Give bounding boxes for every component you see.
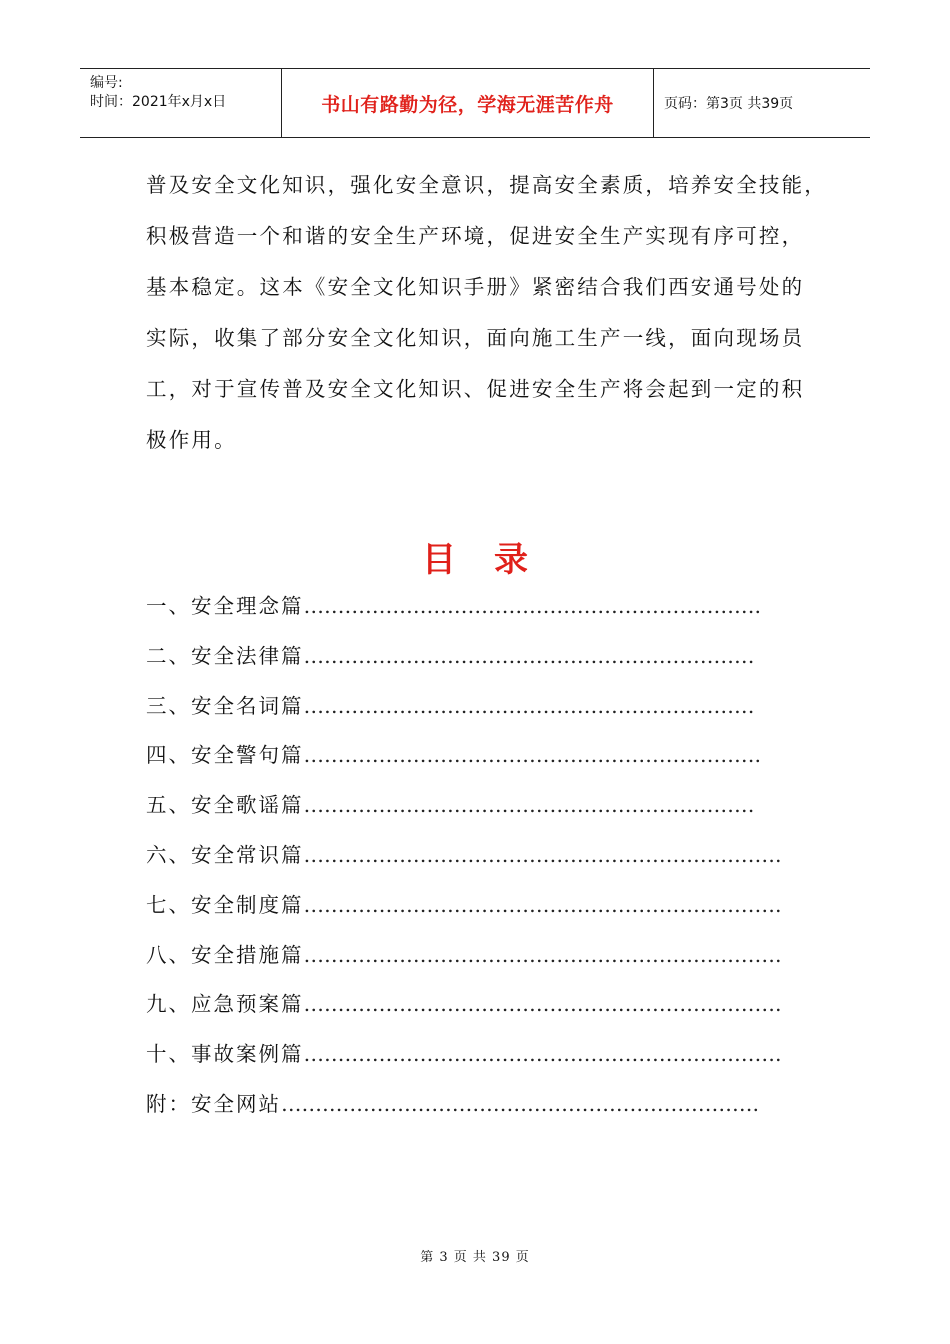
toc-item-label: 七、安全制度篇 (146, 892, 304, 917)
toc-item[interactable] (146, 931, 782, 981)
document-number-label: 编号: (90, 75, 123, 91)
toc-dot-leader: ……………………………………………………………. (303, 892, 782, 917)
toc-dot-leader: ……………………………………………………………. (303, 992, 782, 1017)
toc-item-label: 九、应急预案篇 (146, 992, 304, 1017)
toc-item[interactable] (146, 731, 766, 781)
toc-title: 目录 (422, 540, 566, 580)
toc-dot-leader: ……………………………………………………………. (303, 842, 782, 867)
toc-item[interactable] (146, 1080, 766, 1130)
toc-item[interactable] (146, 831, 782, 881)
toc-dot-leader: ………………………………………………………… (303, 793, 755, 818)
page-footer: 第 3 页 共 39 页 (420, 1250, 530, 1265)
toc-dot-leader: …………………………………………………………. (303, 594, 762, 618)
paragraph-line: 极作用。 (146, 428, 237, 452)
toc-dot-leader: ………………………………………………………… (303, 643, 755, 668)
header-page-cell (654, 69, 870, 137)
paragraph-line: 实际，收集了部分安全文化知识，面向施工生产一线，面向现场员 (146, 326, 805, 350)
paragraph-line: 基本稳定。这本《安全文化知识手册》紧密结合我们西安通号处的 (146, 275, 805, 299)
paragraph-line: 普及安全文化知识，强化安全意识，提高安全素质，培养安全技能， (146, 173, 827, 197)
toc-item[interactable] (146, 881, 782, 931)
toc-item[interactable] (146, 1030, 782, 1080)
toc-item[interactable] (146, 682, 766, 732)
header-meta-cell (80, 69, 282, 137)
toc-item-label: 十、事故案例篇 (146, 1042, 304, 1067)
document-date: 时间：2021年x月x日 (90, 94, 227, 110)
toc-dot-leader: ……………………………………………………………. (303, 942, 782, 967)
header-page-info: 页码：第3页 共39页 (664, 96, 794, 112)
intro-paragraph (146, 160, 826, 466)
paragraph-line: 积极营造一个和谐的安全生产环境，促进安全生产实现有序可控， (146, 224, 805, 248)
toc-dot-leader: …………………………………………………………. (303, 743, 762, 768)
toc-dot-leader: ……………………………………………………………. (303, 1042, 782, 1067)
toc-item-label: 二、安全法律篇 (146, 643, 304, 668)
header-motto-cell (282, 69, 654, 137)
toc-item-label: 三、安全名词篇 (146, 693, 304, 718)
paragraph-line: 工，对于宣传普及安全文化知识、促进安全生产将会起到一定的积 (146, 377, 805, 401)
toc-item[interactable] (146, 781, 766, 831)
toc-item[interactable] (146, 980, 782, 1030)
toc-item-label: 一、安全理念篇 (146, 594, 304, 618)
toc-item-label: 六、安全常识篇 (146, 842, 304, 867)
toc-item-label: 八、安全措施篇 (146, 942, 304, 967)
toc-dot-leader: ………………………………………………………… (303, 693, 755, 718)
table-of-contents (146, 582, 782, 1130)
document-header (80, 68, 870, 138)
toc-item[interactable] (146, 582, 766, 632)
toc-item[interactable] (146, 632, 766, 682)
toc-item-label: 附：安全网站 (146, 1091, 281, 1116)
toc-item-label: 四、安全警句篇 (146, 743, 304, 768)
toc-item-label: 五、安全歌谣篇 (146, 793, 304, 818)
toc-dot-leader: ……………………………………………………………. (281, 1091, 760, 1116)
header-motto: 书山有路勤为径，学海无涯苦作舟 (321, 93, 614, 116)
